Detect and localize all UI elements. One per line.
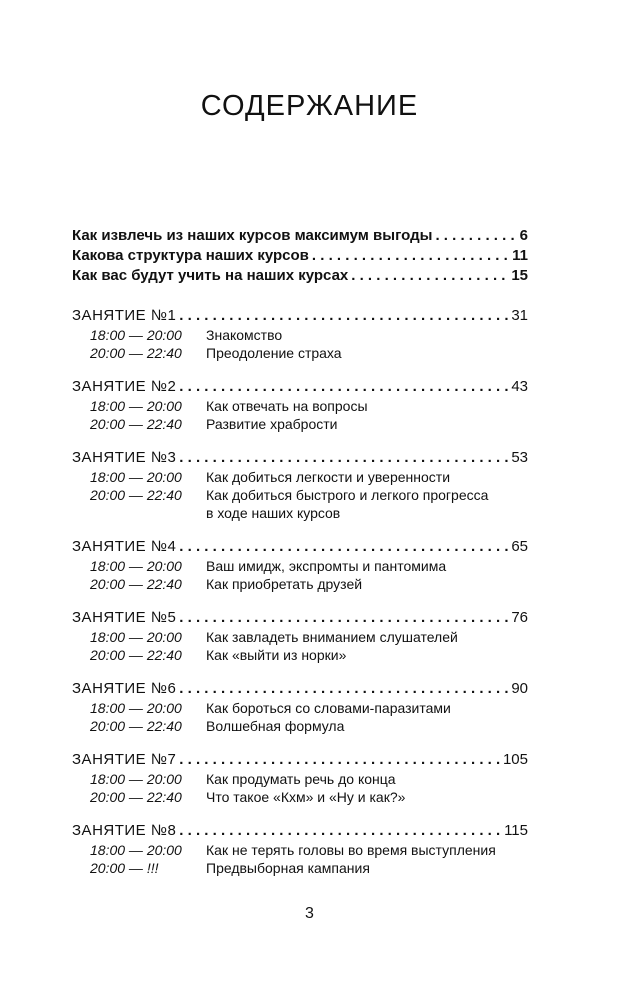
schedule-topic bbox=[204, 415, 528, 433]
schedule-topic bbox=[204, 326, 528, 344]
dot-leader bbox=[179, 821, 501, 841]
session-block bbox=[72, 608, 528, 664]
schedule-time: 18:00 — 20:00 bbox=[90, 558, 182, 574]
dot-leader bbox=[179, 750, 500, 770]
schedule-time: 18:00 — 20:00 bbox=[90, 398, 182, 414]
schedule-topic bbox=[204, 486, 528, 522]
toc-entry[interactable] bbox=[72, 266, 528, 286]
session-block bbox=[72, 537, 528, 593]
schedule-item bbox=[72, 468, 528, 486]
session-heading[interactable] bbox=[72, 537, 528, 557]
schedule-item bbox=[72, 344, 528, 362]
toc-entry-label: Какова структура наших курсов bbox=[72, 247, 309, 264]
schedule-item bbox=[72, 841, 528, 859]
schedule-topic-line: Как завладеть вниманием слушателей bbox=[206, 629, 458, 645]
session-heading[interactable] bbox=[72, 306, 528, 326]
schedule-topic-line: Как продумать речь до конца bbox=[206, 771, 396, 787]
schedule-time: 20:00 — 22:40 bbox=[90, 487, 182, 503]
schedule-time: 18:00 — 20:00 bbox=[90, 842, 182, 858]
session-label: ЗАНЯТИЕ №4 bbox=[72, 538, 177, 555]
schedule-topic-line: в ходе наших курсов bbox=[206, 505, 341, 521]
schedule-item bbox=[72, 859, 528, 877]
dot-leader bbox=[179, 608, 508, 628]
schedule-time: 18:00 — 20:00 bbox=[90, 327, 182, 343]
session-label: ЗАНЯТИЕ №5 bbox=[72, 609, 177, 626]
session-block bbox=[72, 679, 528, 735]
schedule-item bbox=[72, 557, 528, 575]
session-heading[interactable] bbox=[72, 448, 528, 468]
schedule-time: 18:00 — 20:00 bbox=[90, 469, 182, 485]
schedule-time: 20:00 — 22:40 bbox=[90, 647, 182, 663]
dot-leader bbox=[351, 266, 508, 286]
schedule-topic-line: Ваш имидж, экспромты и пантомима bbox=[206, 558, 447, 574]
schedule-item bbox=[72, 717, 528, 735]
schedule-topic-line: Преодоление страха bbox=[206, 345, 342, 361]
session-heading[interactable] bbox=[72, 377, 528, 397]
schedule-item bbox=[72, 486, 528, 522]
schedule-topic bbox=[204, 859, 528, 877]
session-label: ЗАНЯТИЕ №2 bbox=[72, 378, 177, 395]
schedule-topic bbox=[204, 770, 528, 788]
session-page: 43 bbox=[511, 378, 528, 395]
toc-entry-label: Как извлечь из наших курсов максимум выгоды bbox=[72, 227, 433, 244]
session-label: ЗАНЯТИЕ №1 bbox=[72, 307, 177, 324]
schedule-item bbox=[72, 628, 528, 646]
session-heading[interactable] bbox=[72, 821, 528, 841]
schedule-time: 20:00 — 22:40 bbox=[90, 789, 182, 805]
toc-entry[interactable] bbox=[72, 246, 528, 266]
schedule-item bbox=[72, 575, 528, 593]
page-title: СОДЕРЖАНИЕ bbox=[200, 90, 419, 122]
schedule-time: 20:00 — 22:40 bbox=[90, 416, 182, 432]
schedule-item bbox=[72, 326, 528, 344]
schedule-topic bbox=[204, 628, 528, 646]
schedule-topic bbox=[204, 717, 528, 735]
toc-entry-label: Как вас будут учить на наших курсах bbox=[72, 267, 349, 284]
schedule-topic bbox=[204, 788, 528, 806]
dot-leader bbox=[312, 246, 509, 266]
schedule-time: 18:00 — 20:00 bbox=[90, 629, 182, 645]
session-label: ЗАНЯТИЕ №7 bbox=[72, 751, 177, 768]
session-page: 76 bbox=[511, 609, 528, 626]
schedule-topic-line: Предвыборная кампания bbox=[206, 860, 370, 876]
dot-leader bbox=[179, 377, 508, 397]
dot-leader bbox=[179, 679, 508, 699]
dot-leader bbox=[435, 226, 516, 246]
schedule-time: 18:00 — 20:00 bbox=[90, 771, 182, 787]
session-block bbox=[72, 377, 528, 433]
toc-entry-page: 11 bbox=[512, 247, 528, 264]
schedule-item bbox=[72, 415, 528, 433]
session-page: 90 bbox=[511, 680, 528, 697]
session-heading[interactable] bbox=[72, 750, 528, 770]
schedule-time: 20:00 — 22:40 bbox=[90, 345, 182, 361]
schedule-topic-line: Развитие храбрости bbox=[206, 416, 338, 432]
schedule-topic-line: Волшебная формула bbox=[206, 718, 345, 734]
schedule-topic bbox=[204, 646, 528, 664]
schedule-time: 18:00 — 20:00 bbox=[90, 700, 182, 716]
session-page: 53 bbox=[511, 449, 528, 466]
schedule-topic-line: Как бороться со словами-паразитами bbox=[206, 700, 451, 716]
session-block bbox=[72, 306, 528, 362]
schedule-topic bbox=[204, 344, 528, 362]
session-block bbox=[72, 750, 528, 806]
session-heading[interactable] bbox=[72, 608, 528, 628]
session-heading[interactable] bbox=[72, 679, 528, 699]
schedule-topic-line: Как приобретать друзей bbox=[206, 576, 363, 592]
session-page: 65 bbox=[511, 538, 528, 555]
session-label: ЗАНЯТИЕ №3 bbox=[72, 449, 177, 466]
session-label: ЗАНЯТИЕ №6 bbox=[72, 680, 177, 697]
dot-leader bbox=[179, 306, 508, 326]
schedule-topic bbox=[204, 699, 528, 717]
schedule-item bbox=[72, 699, 528, 717]
schedule-item bbox=[72, 788, 528, 806]
toc-entry[interactable] bbox=[72, 226, 528, 246]
toc-sessions bbox=[72, 306, 528, 877]
schedule-item bbox=[72, 770, 528, 788]
schedule-time: 20:00 — !!! bbox=[90, 860, 159, 876]
schedule-topic bbox=[204, 841, 528, 859]
schedule-topic-line: Как «выйти из норки» bbox=[206, 647, 347, 663]
schedule-item bbox=[72, 646, 528, 664]
session-page: 115 bbox=[504, 822, 528, 839]
schedule-time: 20:00 — 22:40 bbox=[90, 576, 182, 592]
session-block bbox=[72, 448, 528, 522]
page-number: 3 bbox=[305, 905, 314, 922]
schedule-topic bbox=[204, 575, 528, 593]
schedule-topic-line: Как добиться легкости и уверенности bbox=[206, 469, 451, 485]
session-page: 105 bbox=[502, 751, 528, 768]
schedule-item bbox=[72, 397, 528, 415]
schedule-topic-line: Как отвечать на вопросы bbox=[206, 398, 368, 414]
schedule-topic bbox=[204, 468, 528, 486]
session-label: ЗАНЯТИЕ №8 bbox=[72, 822, 177, 839]
schedule-topic-line: Как добиться быстрого и легкого прогресса bbox=[206, 487, 489, 503]
schedule-topic bbox=[204, 557, 528, 575]
schedule-topic bbox=[204, 397, 528, 415]
schedule-topic-line: Знакомство bbox=[206, 327, 283, 343]
session-block bbox=[72, 821, 528, 877]
schedule-topic-line: Как не терять головы во время выступления bbox=[206, 842, 496, 858]
schedule-topic-line: Что такое «Кхм» и «Ну и как?» bbox=[206, 789, 406, 805]
dot-leader bbox=[179, 448, 508, 468]
toc-intro bbox=[72, 226, 528, 286]
dot-leader bbox=[179, 537, 508, 557]
session-page: 31 bbox=[511, 307, 528, 324]
toc-entry-page: 6 bbox=[519, 227, 528, 244]
toc-entry-page: 15 bbox=[511, 267, 528, 284]
schedule-time: 20:00 — 22:40 bbox=[90, 718, 182, 734]
